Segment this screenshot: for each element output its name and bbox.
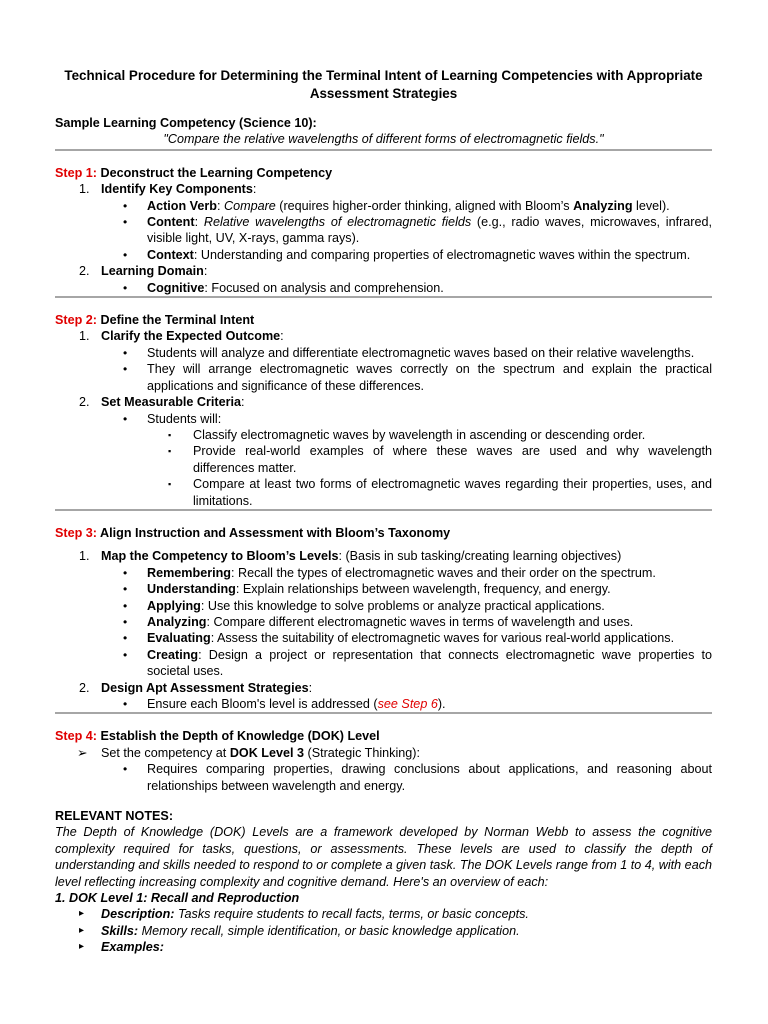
text: (e.g., radio waves, microwaves, infrared, visible light, UV, X-rays, gamma rays). bbox=[147, 215, 713, 246]
text: : Design a project or representation that connects electromagnetic wave properties to societal uses. bbox=[147, 647, 712, 679]
item-label: Identify Key Components bbox=[101, 182, 253, 197]
bullet-list bbox=[101, 345, 712, 394]
item-colon: : bbox=[252, 182, 257, 197]
bloom-level-item bbox=[101, 581, 712, 597]
item-number: 1. bbox=[79, 329, 90, 344]
competency-label: Sample Learning Competency (Science 10): bbox=[55, 116, 317, 130]
wedge-bullet-icon: ▸ bbox=[79, 924, 85, 936]
bullet-list bbox=[101, 761, 712, 794]
list-item bbox=[55, 548, 712, 679]
document-title bbox=[55, 67, 712, 103]
step-number: Step 3: bbox=[55, 525, 97, 540]
term: Analyzing bbox=[147, 614, 207, 629]
step-title: Align Instruction and Assessment with Bloom’s Taxonomy bbox=[100, 525, 451, 540]
bullet-icon: • bbox=[123, 411, 128, 426]
bullet-icon: • bbox=[123, 598, 128, 613]
step-number: Step 4: bbox=[55, 729, 97, 744]
title-line-2: Assessment Strategies bbox=[309, 86, 458, 101]
bullet-item bbox=[101, 761, 712, 794]
section-divider bbox=[55, 296, 712, 298]
term: Cognitive bbox=[147, 280, 205, 295]
relevant-notes-section bbox=[55, 808, 712, 956]
text: : Use this knowledge to solve problems or analyze practical applications. bbox=[200, 598, 605, 613]
term: Remembering bbox=[147, 565, 231, 580]
wedge-bullet-icon: ▸ bbox=[79, 908, 85, 920]
step-title: Establish the Depth of Knowledge (DOK) Level bbox=[100, 729, 380, 744]
list-item bbox=[55, 181, 712, 263]
step-1-section bbox=[55, 165, 712, 298]
see-step-6-link[interactable]: see Step 6 bbox=[377, 697, 438, 711]
item-label: Learning Domain bbox=[101, 264, 204, 279]
bullet-list bbox=[101, 696, 712, 712]
arrow-bullet-icon: ➢ bbox=[77, 745, 88, 760]
title-line-1: Technical Procedure for Determining the Terminal Intent of Learning Competencies with Appropriate bbox=[64, 68, 703, 83]
term: Skills: bbox=[101, 923, 139, 938]
square-bullet-icon: ▪ bbox=[168, 479, 172, 490]
bloom-levels-list bbox=[101, 565, 712, 680]
term: Applying bbox=[147, 598, 201, 613]
text: : Assess the suitability of electromagnetic waves for various real-world applications. bbox=[210, 631, 675, 646]
square-bullet-list bbox=[101, 427, 712, 509]
list-item bbox=[55, 906, 712, 922]
list-item bbox=[55, 745, 712, 794]
text: Classify electromagnetic waves by wavelength in ascending or descending order. bbox=[193, 427, 646, 442]
text: Students will analyze and differentiate electromagnetic waves based on their relative wavelengths. bbox=[147, 345, 695, 360]
step-4-heading bbox=[55, 728, 712, 744]
item-label: Set Measurable Criteria bbox=[101, 395, 241, 410]
text: Provide real-world examples of where these waves are used and why wavelength differences matter. bbox=[193, 444, 712, 475]
step-2-section bbox=[55, 312, 712, 511]
text: : Explain relationships between wavelength, frequency, and energy. bbox=[235, 582, 611, 597]
item-colon: : bbox=[241, 395, 245, 410]
bloom-level-item bbox=[101, 647, 712, 680]
item-label: Map the Competency to Bloom’s Levels bbox=[101, 549, 339, 564]
bullet-icon: • bbox=[123, 614, 128, 629]
bullet-icon: • bbox=[123, 565, 128, 580]
bullet-item bbox=[101, 411, 712, 427]
step-number: Step 1: bbox=[55, 165, 97, 180]
dok-level-1-heading: 1. DOK Level 1: Recall and Reproduction bbox=[55, 891, 300, 906]
item-colon: : bbox=[308, 680, 313, 695]
bullet-icon: • bbox=[123, 762, 128, 777]
text: ). bbox=[437, 697, 446, 711]
bloom-level-item bbox=[101, 614, 712, 630]
bullet-icon: • bbox=[123, 345, 128, 360]
item-label: Clarify the Expected Outcome bbox=[101, 329, 281, 344]
item-number: 2. bbox=[79, 680, 90, 695]
text: level). bbox=[632, 198, 670, 213]
item-label: Design Apt Assessment Strategies bbox=[101, 680, 309, 695]
text: : (Basis in sub tasking/creating learning objectives) bbox=[338, 549, 622, 564]
bullet-icon: • bbox=[123, 631, 128, 646]
bullet-item bbox=[101, 696, 712, 712]
square-bullet-icon: ▪ bbox=[168, 429, 172, 440]
step-4-list bbox=[55, 745, 712, 794]
bullet-item bbox=[101, 345, 712, 361]
section-divider bbox=[55, 149, 712, 151]
item-number: 2. bbox=[79, 395, 90, 410]
term: Content bbox=[147, 215, 195, 230]
text: : bbox=[194, 215, 204, 230]
square-bullet-icon: ▪ bbox=[168, 446, 172, 457]
item-number: 1. bbox=[79, 182, 90, 197]
text: They will arrange electromagnetic waves correctly on the spectrum and explain the practical applications and significance of these differences. bbox=[147, 362, 712, 393]
text: : Understanding and comparing properties of electromagnetic waves within the spectrum. bbox=[193, 247, 691, 262]
bullet-item bbox=[101, 361, 712, 394]
bullet-icon: • bbox=[123, 198, 128, 213]
term: Creating bbox=[147, 647, 199, 662]
section-divider bbox=[55, 712, 712, 714]
text: Memory recall, simple identification, or basic knowledge application. bbox=[138, 923, 520, 938]
step-2-heading bbox=[55, 312, 712, 328]
bullet-icon: • bbox=[123, 647, 128, 662]
bullet-list bbox=[101, 411, 712, 427]
text: Ensure each Bloom's level is addressed ( bbox=[147, 697, 378, 711]
notes-paragraph: The Depth of Knowledge (DOK) Levels are a framework developed by Norman Webb to assess the cognitive complexity required for tasks, questions, or assessments. These levels are used to classify the depth of understanding and skills needed to respond to or complete a given task. The DOK Levels range from 1 to 4, with each level reflecting increasing complexity and cognitive demand. Here's an overview of each: bbox=[55, 825, 712, 889]
term: Examples: bbox=[101, 940, 164, 955]
bullet-icon: • bbox=[123, 697, 128, 711]
step-4-section bbox=[55, 728, 712, 794]
text: : Compare different electromagnetic waves in terms of wavelength and uses. bbox=[206, 614, 634, 629]
bloom-level-item bbox=[101, 630, 712, 646]
item-colon: : bbox=[280, 329, 284, 344]
term: Evaluating bbox=[147, 631, 211, 646]
bullet-item bbox=[101, 198, 712, 214]
bullet-list bbox=[101, 280, 712, 296]
text: Compare at least two forms of electromagnetic waves regarding their properties, uses, and limitations. bbox=[193, 477, 712, 508]
square-bullet-item bbox=[101, 427, 712, 443]
text: Tasks require students to recall facts, terms, or basic concepts. bbox=[174, 907, 529, 922]
bloom-level-item bbox=[101, 598, 712, 614]
step-title: Deconstruct the Learning Competency bbox=[100, 165, 333, 180]
bullet-icon: • bbox=[123, 362, 128, 377]
list-item bbox=[55, 939, 712, 955]
term: Context bbox=[147, 247, 194, 262]
wedge-bullet-icon: ▸ bbox=[79, 941, 85, 953]
bullet-icon: • bbox=[123, 582, 128, 597]
square-bullet-item bbox=[101, 476, 712, 509]
list-item bbox=[55, 680, 712, 713]
item-number: 1. bbox=[79, 549, 90, 564]
term: Description: bbox=[101, 907, 175, 922]
bullet-item bbox=[101, 214, 712, 247]
step-title: Define the Terminal Intent bbox=[100, 313, 255, 328]
term: Analyzing bbox=[573, 198, 633, 213]
text: (requires higher-order thinking, aligned with Bloom’s bbox=[275, 198, 574, 213]
step-number: Step 2: bbox=[55, 313, 97, 328]
text: Students will: bbox=[147, 411, 222, 426]
list-item bbox=[55, 394, 712, 509]
step-3-heading bbox=[55, 525, 712, 541]
bullet-list bbox=[101, 198, 712, 264]
text: (Strategic Thinking): bbox=[304, 745, 420, 760]
bullet-item bbox=[101, 280, 712, 296]
list-item bbox=[55, 328, 712, 394]
list-item bbox=[55, 923, 712, 939]
competency-text: "Compare the relative wavelengths of different forms of electromagnetic fields." bbox=[163, 132, 604, 147]
item-number: 2. bbox=[79, 264, 90, 279]
text: : bbox=[216, 198, 224, 213]
step-1-list bbox=[55, 181, 712, 296]
bullet-icon: • bbox=[123, 247, 128, 262]
term: Action Verb bbox=[147, 198, 217, 213]
term: Understanding bbox=[147, 582, 236, 597]
text: : Recall the types of electromagnetic waves and their order on the spectrum. bbox=[230, 565, 656, 580]
bullet-icon: • bbox=[123, 215, 128, 230]
term-value: Compare bbox=[223, 198, 276, 213]
text: : Focused on analysis and comprehension. bbox=[204, 280, 444, 295]
step-1-heading bbox=[55, 165, 712, 181]
step-3-list bbox=[55, 548, 712, 712]
step-3-section bbox=[55, 525, 712, 714]
term-value: Relative wavelengths of electromagnetic fields bbox=[203, 215, 472, 230]
text: Set the competency at bbox=[101, 745, 230, 760]
term: DOK Level 3 bbox=[229, 745, 305, 760]
dok-level-1-list bbox=[55, 906, 712, 955]
section-divider bbox=[55, 509, 712, 511]
step-2-list bbox=[55, 328, 712, 508]
notes-heading: RELEVANT NOTES: bbox=[55, 809, 174, 824]
square-bullet-item bbox=[101, 443, 712, 476]
bullet-icon: • bbox=[123, 280, 128, 295]
list-item bbox=[55, 263, 712, 296]
bloom-level-item bbox=[101, 565, 712, 581]
item-colon: : bbox=[203, 264, 208, 279]
bullet-item bbox=[101, 247, 712, 263]
text: Requires comparing properties, drawing conclusions about applications, and reasoning about relationships between wavelength and energy. bbox=[147, 762, 712, 793]
